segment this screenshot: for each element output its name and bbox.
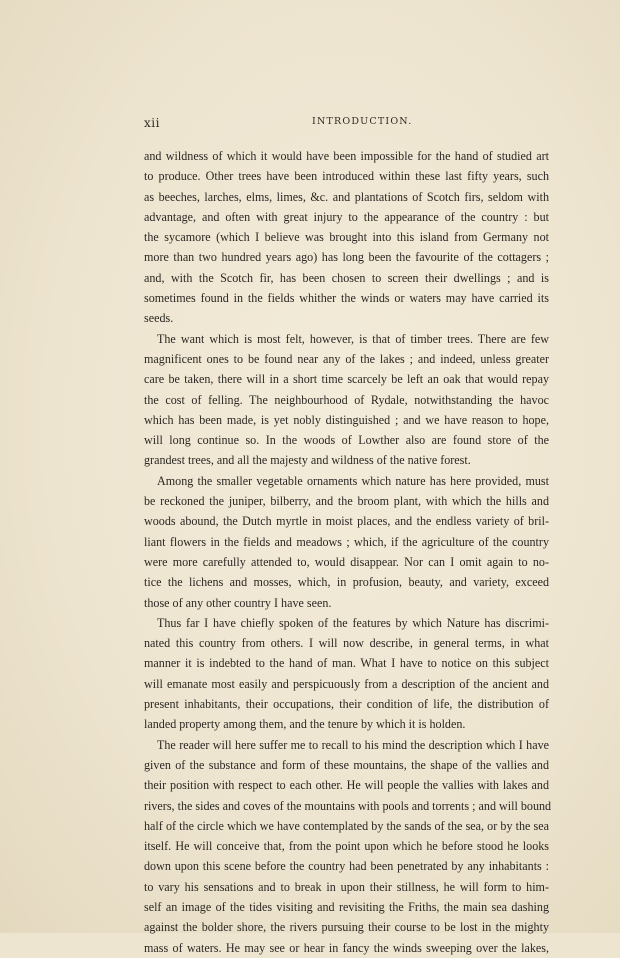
text-line: will long continue so. In the woods of Lowther also are found store of the [144, 433, 549, 448]
text-line: those of any other country I have seen. [144, 595, 332, 610]
text-line: half of the circle which we have contemplated by the sands of the sea, or by the sea [144, 818, 549, 833]
text-line: down upon this scene before the country had been penetrated by any inhabitants : [144, 859, 549, 874]
text-line: self an image of the tides visiting and revisiting the Friths, the main sea dashing [144, 899, 549, 914]
text-line: care be taken, there will in a short time scarcely be left an oak that would repay [144, 372, 549, 387]
text-line: rivers, the sides and coves of the mountains with pools and torrents ; and will bound [144, 798, 552, 813]
text-line: grandest trees, and all the majesty and wildness of the native forest. [144, 453, 471, 468]
text-line: sometimes found in the fields whither the winds or waters may have carried its [144, 291, 549, 306]
text-line: will emanate most easily and perspicuously from a description of the ancient and [144, 676, 549, 691]
paragraph [144, 471, 549, 613]
paragraph [144, 613, 549, 735]
text-line: advantage, and often with great injury to the appearance of the country : but [144, 209, 549, 224]
text-line: liant flowers in the fields and meadows ; which, if the agriculture of the country [144, 534, 549, 549]
text-line: mass of waters. He may see or hear in fancy the winds sweeping over the lakes, [144, 940, 549, 955]
text-line: manner it is indebted to the hand of man. What I have to notice on this subject [144, 656, 549, 671]
paragraph [144, 329, 549, 471]
page-header [144, 112, 484, 132]
body-text [144, 146, 552, 958]
text-line: more than two hundred years ago) has long been the favourite of the cottagers ; [144, 250, 549, 265]
text-line: and, with the Scotch fir, has been chosen to screen their dwellings ; and is [144, 270, 549, 285]
text-line: Among the smaller vegetable ornaments which nature has here provided, must [157, 473, 549, 488]
text-line: to vary his sensations and to break in upon their stillness, he will form to him- [144, 879, 549, 894]
text-line: seeds. [144, 311, 174, 326]
text-line: the cost of felling. The neighbourhood of Rydale, notwithstanding the havoc [144, 392, 549, 407]
running-head: INTRODUCTION. [312, 116, 413, 127]
paragraph [144, 146, 549, 329]
text-line: given of the substance and form of these mountains, the shape of the vallies and [144, 757, 549, 772]
text-line: tice the lichens and mosses, which, in profusion, beauty, and variety, exceed [144, 575, 549, 590]
text-line: be reckoned the juniper, bilberry, and the broom plant, with which the hills and [144, 494, 549, 509]
text-line: The want which is most felt, however, is that of timber trees. There are few [157, 331, 549, 346]
text-line: nated this country from others. I will now describe, in general terms, in what [144, 636, 549, 651]
text-line: were more carefully attended to, would disappear. Nor can I omit again to no- [144, 554, 549, 569]
page-number: xii [144, 116, 160, 130]
text-line: which has been made, is yet nobly distinguished ; and we have reason to hope, [144, 412, 549, 427]
text-line: magnificent ones to be found near any of the lakes ; and indeed, unless greater [144, 351, 549, 366]
text-line: woods abound, the Dutch myrtle in moist places, and the endless variety of bril- [144, 514, 549, 529]
text-line: against the bolder shore, the rivers pursuing their course to be lost in the mighty [144, 920, 549, 935]
text-line: and wildness of which it would have been impossible for the hand of studied art [144, 149, 549, 163]
text-line: present inhabitants, their occupations, their condition of life, the distribution of [144, 697, 549, 712]
paragraph [144, 735, 552, 958]
text-line: to produce. Other trees have been introduced within these last fifty years, such [144, 169, 549, 184]
text-line: itself. He will conceive that, from the point upon which he before stood he looks [144, 839, 549, 854]
text-line: The reader will here suffer me to recall to his mind the description which I have [157, 737, 549, 752]
text-line: as beeches, larches, elms, limes, &c. and plantations of Scotch firs, seldom with [144, 189, 549, 204]
text-line: landed property among them, and the tenure by which it is holden. [144, 717, 466, 732]
text-line: Thus far I have chiefly spoken of the features by which Nature has discrimi- [157, 615, 549, 630]
text-line: the sycamore (which I believe was brought into this island from Germany not [144, 230, 549, 245]
text-line: their position with respect to each other. He will people the vallies with lakes and [144, 778, 549, 793]
